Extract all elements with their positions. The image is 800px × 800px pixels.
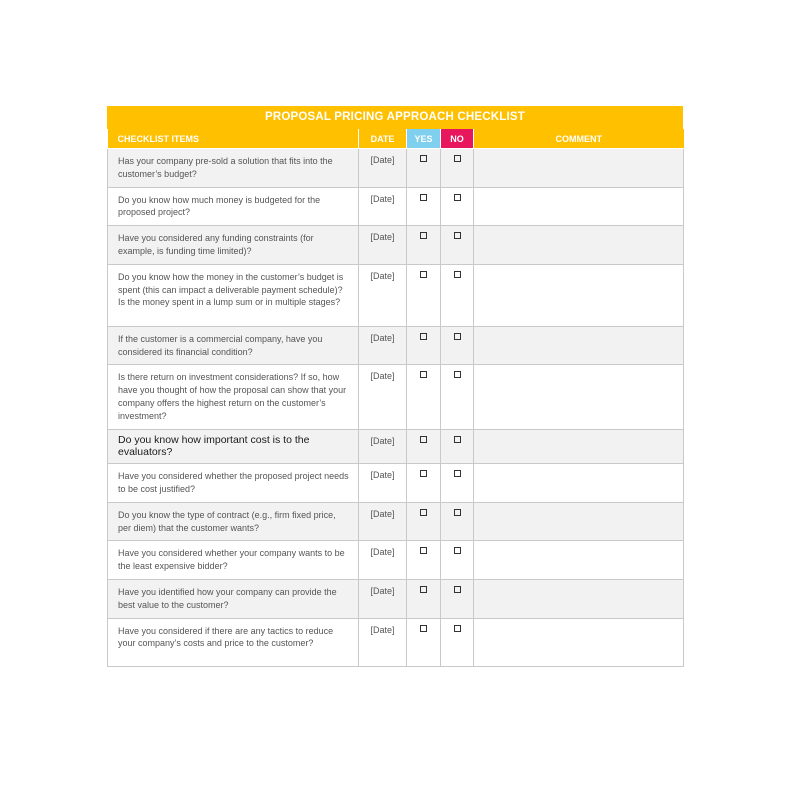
comment-field[interactable] (474, 502, 684, 541)
header-row (108, 129, 684, 149)
comment-field[interactable] (474, 464, 684, 503)
yes-checkbox[interactable] (420, 232, 427, 239)
no-checkbox[interactable] (454, 194, 461, 201)
checklist-item-text: Do you know how important cost is to the evaluators? (108, 429, 359, 464)
checklist-item-text: Have you identified how your company can provide the best value to the customer? (108, 579, 359, 618)
table-row (108, 226, 684, 265)
yes-checkbox[interactable] (420, 625, 427, 632)
date-field[interactable]: [Date] (359, 502, 407, 541)
table-row (108, 187, 684, 226)
yes-checkbox[interactable] (420, 470, 427, 477)
no-checkbox[interactable] (454, 333, 461, 340)
yes-cell (407, 264, 441, 326)
no-checkbox[interactable] (454, 155, 461, 162)
yes-cell (407, 579, 441, 618)
checklist-item-text: Have you considered any funding constraints (for example, is funding time limited)? (108, 226, 359, 265)
no-cell (441, 541, 474, 580)
yes-checkbox[interactable] (420, 194, 427, 201)
table-row (108, 264, 684, 326)
header-date: DATE (359, 129, 407, 149)
checklist-body (108, 149, 684, 667)
yes-cell (407, 464, 441, 503)
comment-field[interactable] (474, 326, 684, 365)
comment-field[interactable] (474, 365, 684, 429)
yes-checkbox[interactable] (420, 371, 427, 378)
checklist-item-text: Has your company pre-sold a solution that fits into the customer’s budget? (108, 149, 359, 188)
yes-checkbox[interactable] (420, 547, 427, 554)
no-checkbox[interactable] (454, 436, 461, 443)
no-cell (441, 149, 474, 188)
comment-field[interactable] (474, 264, 684, 326)
no-cell (441, 365, 474, 429)
table-row (108, 326, 684, 365)
no-checkbox[interactable] (454, 547, 461, 554)
checklist-table (107, 129, 684, 667)
table-row (108, 429, 684, 464)
checklist-item-text: Do you know how much money is budgeted for the proposed project? (108, 187, 359, 226)
no-cell (441, 429, 474, 464)
yes-checkbox[interactable] (420, 586, 427, 593)
yes-cell (407, 326, 441, 365)
table-row (108, 579, 684, 618)
table-row (108, 149, 684, 188)
comment-field[interactable] (474, 226, 684, 265)
no-cell (441, 187, 474, 226)
yes-checkbox[interactable] (420, 436, 427, 443)
checklist-item-text: Have you considered if there are any tactics to reduce your company’s costs and price to the customer? (108, 618, 359, 666)
date-field[interactable]: [Date] (359, 579, 407, 618)
table-row (108, 502, 684, 541)
yes-cell (407, 429, 441, 464)
date-field[interactable]: [Date] (359, 326, 407, 365)
date-field[interactable]: [Date] (359, 365, 407, 429)
comment-field[interactable] (474, 149, 684, 188)
yes-cell (407, 226, 441, 265)
no-cell (441, 618, 474, 666)
date-field[interactable]: [Date] (359, 618, 407, 666)
no-checkbox[interactable] (454, 625, 461, 632)
no-checkbox[interactable] (454, 586, 461, 593)
no-checkbox[interactable] (454, 232, 461, 239)
comment-field[interactable] (474, 618, 684, 666)
no-checkbox[interactable] (454, 509, 461, 516)
no-cell (441, 326, 474, 365)
date-field[interactable]: [Date] (359, 226, 407, 265)
yes-cell (407, 187, 441, 226)
yes-cell (407, 502, 441, 541)
no-checkbox[interactable] (454, 470, 461, 477)
no-checkbox[interactable] (454, 371, 461, 378)
header-comment: COMMENT (474, 129, 684, 149)
no-checkbox[interactable] (454, 271, 461, 278)
checklist-item-text: Have you considered whether the proposed project needs to be cost justified? (108, 464, 359, 503)
yes-cell (407, 618, 441, 666)
yes-checkbox[interactable] (420, 271, 427, 278)
date-field[interactable]: [Date] (359, 429, 407, 464)
table-row (108, 541, 684, 580)
yes-checkbox[interactable] (420, 509, 427, 516)
checklist-title: PROPOSAL PRICING APPROACH CHECKLIST (107, 106, 683, 129)
header-yes: YES (407, 129, 441, 149)
table-row (108, 618, 684, 666)
checklist-item-text: Have you considered whether your company wants to be the least expensive bidder? (108, 541, 359, 580)
date-field[interactable]: [Date] (359, 149, 407, 188)
no-cell (441, 502, 474, 541)
comment-field[interactable] (474, 429, 684, 464)
checklist-item-text: Do you know the type of contract (e.g., firm fixed price, per diem) that the customer wants? (108, 502, 359, 541)
table-row (108, 365, 684, 429)
yes-cell (407, 149, 441, 188)
no-cell (441, 464, 474, 503)
comment-field[interactable] (474, 579, 684, 618)
yes-cell (407, 365, 441, 429)
checklist-sheet (107, 106, 683, 667)
header-checklist-items: CHECKLIST ITEMS (108, 129, 359, 149)
yes-cell (407, 541, 441, 580)
table-row (108, 464, 684, 503)
checklist-item-text: Do you know how the money in the customer’s budget is spent (this can impact a deliverable payment schedule)? Is the money spent in a lump sum or in multiple stages? (108, 264, 359, 326)
no-cell (441, 226, 474, 265)
date-field[interactable]: [Date] (359, 264, 407, 326)
checklist-item-text: Is there return on investment considerations? If so, how have you thought of how the proposal can show that your company offers the highest return on the customer’s investment? (108, 365, 359, 429)
comment-field[interactable] (474, 541, 684, 580)
date-field[interactable]: [Date] (359, 541, 407, 580)
no-cell (441, 264, 474, 326)
checklist-item-text: If the customer is a commercial company, have you considered its financial condition? (108, 326, 359, 365)
yes-checkbox[interactable] (420, 333, 427, 340)
yes-checkbox[interactable] (420, 155, 427, 162)
date-field[interactable]: [Date] (359, 464, 407, 503)
date-field[interactable]: [Date] (359, 187, 407, 226)
comment-field[interactable] (474, 187, 684, 226)
header-no: NO (441, 129, 474, 149)
no-cell (441, 579, 474, 618)
